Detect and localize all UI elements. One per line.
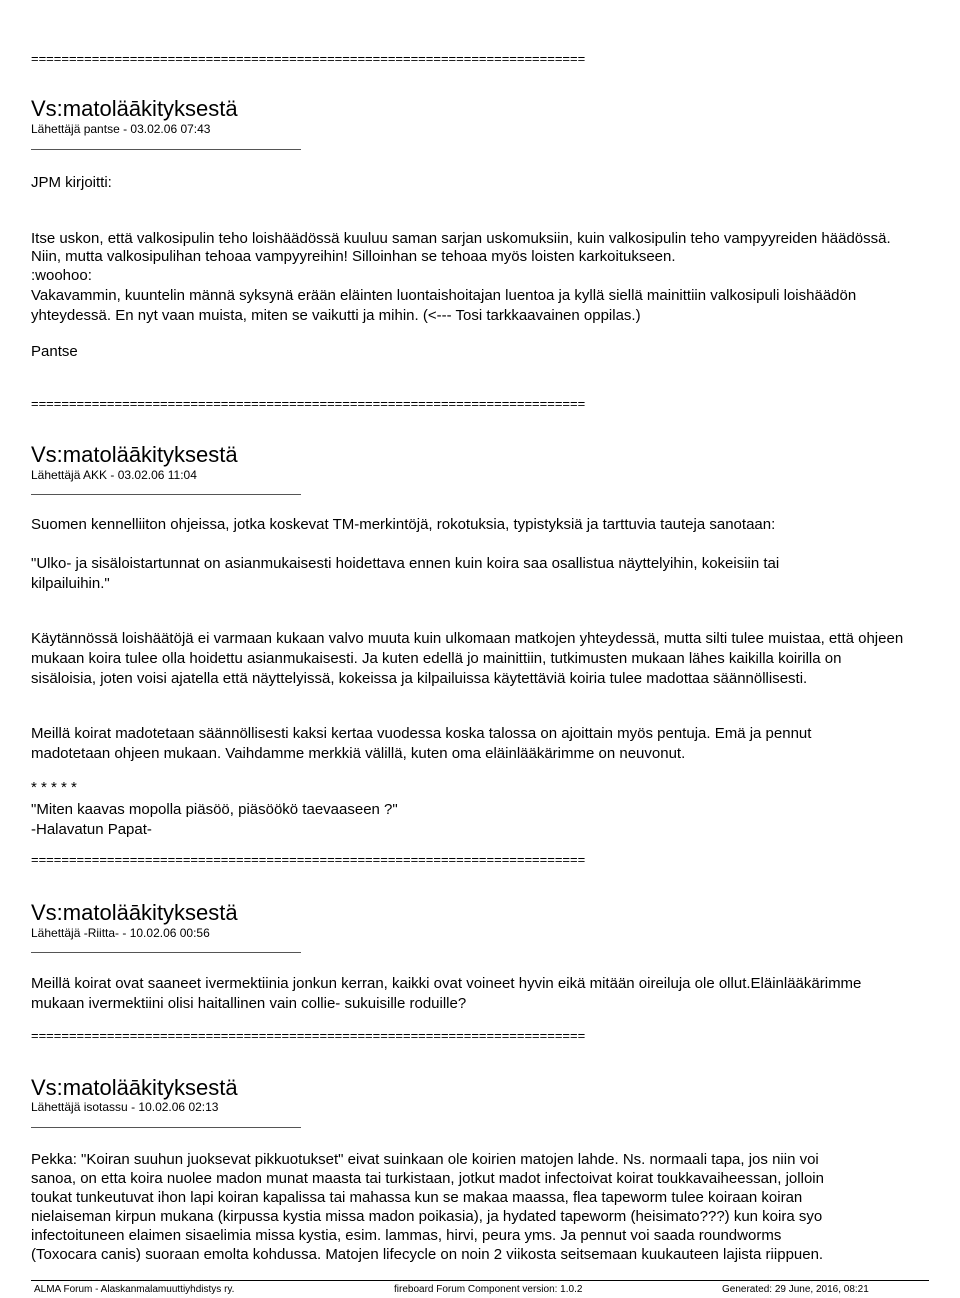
footer-generated-date: Generated: 29 June, 2016, 08:21 (722, 1284, 869, 1295)
post-line: Itse uskon, että valkosipulin teho loishäädössä kuuluu saman sarjan uskomuksiin, kuin valkosipulin teho vampyyreiden häädössä. (31, 230, 891, 247)
post-line: :woohoo: (31, 267, 92, 284)
post-line: Suomen kennelliiton ohjeissa, jotka koskevat TM-merkintöjä, rokotuksia, typistyksiä ja tarttuvia tauteja sanotaan: (31, 516, 776, 533)
forum-print-page (31, 0, 960, 1280)
post-line: Pekka: "Koiran suuhun juoksevat pikkuotukset" eivat suinkaan ole koirien matojen lahde. Ns. normaali tapa, jos niin voi (31, 1151, 819, 1168)
post-line: sanoa, on etta koira nuolee madon munat maasta tai turkistaan, jotkut madot infectoivat koirat toukkavaiheessan, jolloin (31, 1170, 824, 1187)
post-line: Käytännössä loishäätöjä ei varmaan kukaan valvo muuta kuin ulkomaan matkojen yhteydessä, mutta silti tulee muistaa, että ohjeen (31, 630, 904, 647)
post-separator: ========================================================================= (31, 51, 586, 66)
post-line: infectoituneen elaimen sisaelimia missa kystia, esim. lammas, hirvi, peura yms. Ja pennut voi saada roundworms (31, 1227, 782, 1244)
post-line: mukaan koira tulee olla hoidettu asianmukaisesti. Ja kuten edellä jo mainittiin, tutkimusten mukaan lähes kaikilla koirilla on (31, 650, 842, 667)
post-line: madotetaan ohjeen mukaan. Vaihdamme merkkiä välillä, kuten oma eläinlääkärimme on neuvonut. (31, 745, 686, 762)
post-line: sisäloisia, joten voisi ajatella että näyttelyissä, kokeissa ja kilpailuissa käytettäviä koiria tulee madottaa säännöllisesti. (31, 670, 808, 687)
post-line: (Toxocara canis) suoraan emolta kohdussa. Matojen lifecycle on noin 2 viikosta seitsemaan kuukauteen lajista riippuen. (31, 1246, 824, 1263)
post-line: toukat tunkeutuvat ihon lapi koiran kapalissa tai mahassa kun se makaa maassa, flea tapeworm tulee koiraan koiran (31, 1189, 803, 1206)
post-title: Vs:matoläākityksestä (31, 442, 238, 467)
post-signature: "Miten kaavas mopolla piäsöö, piäsöökö taevaaseen ?" (31, 801, 398, 818)
post-meta: Lähettäjä -Riitta- - 10.02.06 00:56 (31, 926, 210, 940)
post-line: mukaan ivermektiini olisi haitallinen vain collie- sukuisille roduille? (31, 995, 467, 1012)
post-signature-stars: * * * * * (31, 779, 77, 796)
post-line: nielaiseman kirpun mukana (kirpussa kystia missa madon poikasia), ja hydated tapeworm (heisimato???) kun koira syo (31, 1208, 823, 1225)
post-line: Meillä koirat madotetaan säännöllisesti kaksi kertaa vuodessa koska talossa on ajoittain myös pentuja. Emä ja pennut (31, 725, 812, 742)
post-rule (31, 952, 301, 953)
post-title: Vs:matoläākityksestä (31, 1075, 238, 1100)
post-signature: -Halavatun Papat- (31, 821, 152, 838)
post-separator: ========================================================================= (31, 852, 586, 867)
post-meta: Lähettäjä isotassu - 10.02.06 02:13 (31, 1100, 219, 1114)
post-separator: ========================================================================= (31, 1028, 586, 1043)
post-title: Vs:matoläākityksestä (31, 96, 238, 121)
post-line: Niin, mutta valkosipulihan tehoaa vampyyreihin! Silloinhan se tehoaa myös loisten karkoitukseen. (31, 248, 676, 265)
page-footer (31, 1280, 929, 1298)
post-rule (31, 494, 301, 495)
post-line: yhteydessä. En nyt vaan muista, miten se vaikutti ja mihin. (<--- Tosi tarkkaavainen oppilas.) (31, 307, 641, 324)
post-line: "Ulko- ja sisäloistartunnat on asianmukaisesti hoidettava ennen kuin koira saa osallistua näyttelyihin, kokeisiin tai (31, 555, 780, 572)
post-line: Vakavammin, kuuntelin männä syksynä erään eläinten luontaishoitajan luentoa ja kyllä siellä mainittiin valkosipuli loishäädön (31, 287, 857, 304)
quote-author: JPM kirjoitti: (31, 174, 112, 191)
post-separator: ========================================================================= (31, 396, 586, 411)
post-meta: Lähettäjä AKK - 03.02.06 11:04 (31, 468, 197, 482)
post-rule (31, 149, 301, 150)
post-line: Meillä koirat ovat saaneet ivermektiinia jonkun kerran, kaikki ovat voineet hyvin eikä mitään oireiluja ole ollut.Eläinlääkärimme (31, 975, 862, 992)
post-signature: Pantse (31, 343, 78, 360)
post-rule (31, 1127, 301, 1128)
post-meta: Lähettäjä pantse - 03.02.06 07:43 (31, 122, 211, 136)
post-line: kilpailuihin." (31, 575, 110, 592)
footer-site-name: ALMA Forum - Alaskanmalamuuttiyhdistys ry. (34, 1284, 235, 1295)
footer-component-version: fireboard Forum Component version: 1.0.2 (394, 1284, 583, 1295)
post-title: Vs:matoläākityksestä (31, 900, 238, 925)
